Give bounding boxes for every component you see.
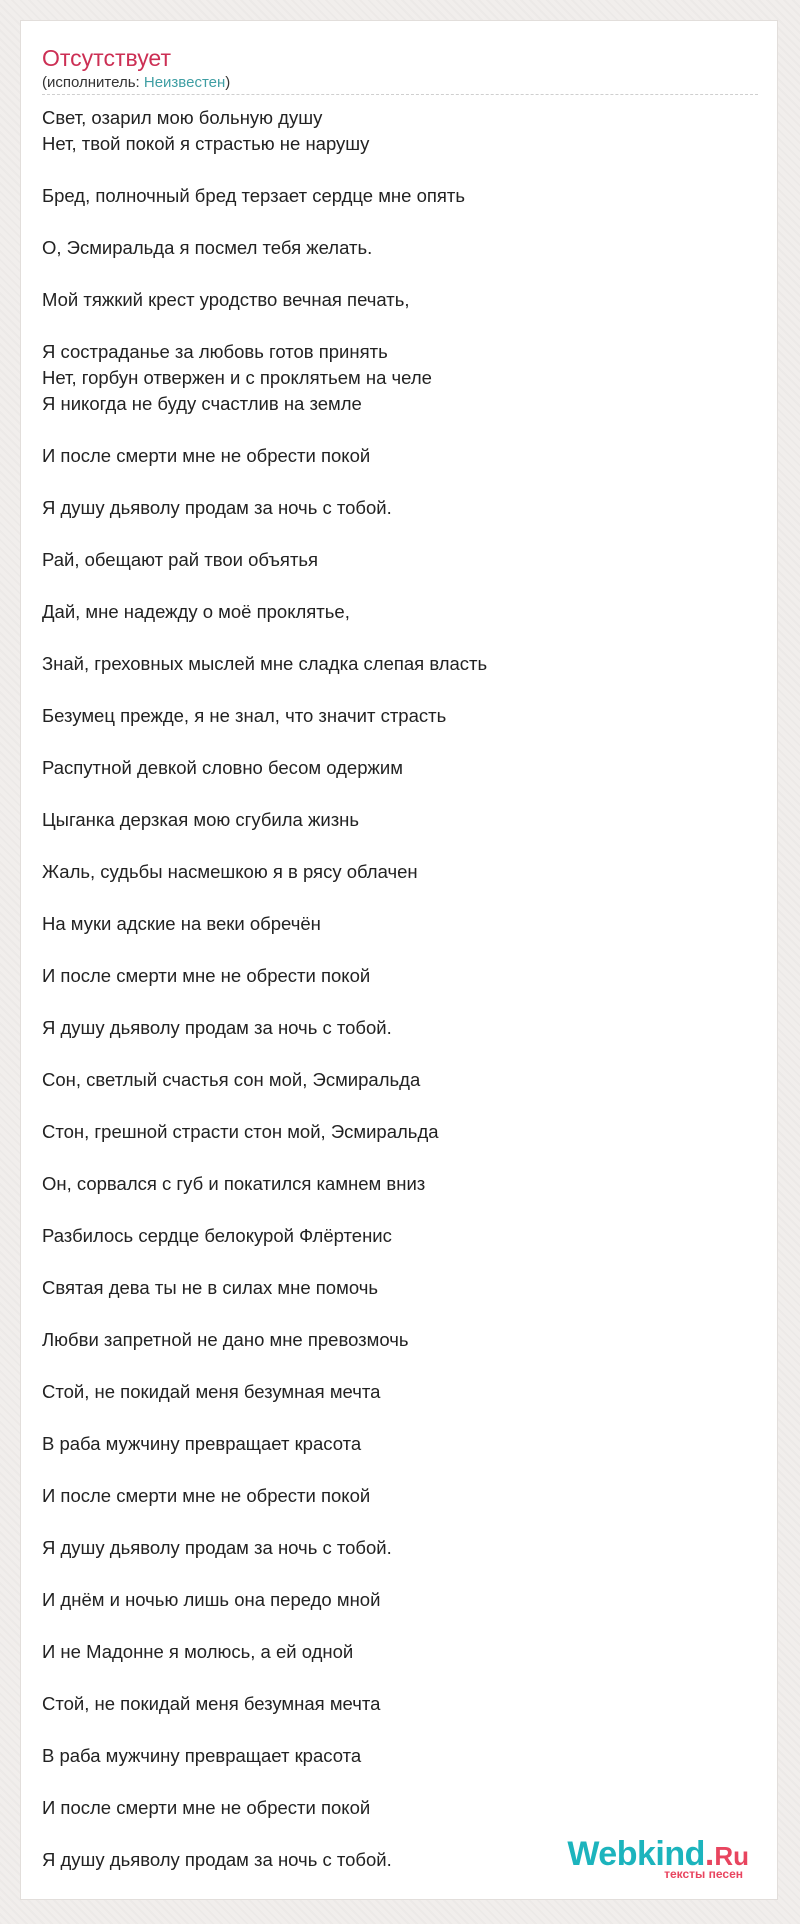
logo-tld: Ru	[714, 1841, 749, 1871]
lyrics-stanza	[42, 1171, 762, 1197]
lyric-line: Распутной девкой словно бесом одержим	[42, 757, 403, 778]
lyrics-stanza	[42, 911, 762, 937]
lyric-line: Свет, озарил мою больную душу	[42, 107, 323, 128]
song-title: Отсутствует	[42, 45, 171, 71]
lyric-line: О, Эсмиральда я посмел тебя желать.	[42, 237, 373, 258]
lyric-line: На муки адские на веки обречён	[42, 913, 321, 934]
lyric-line: В раба мужчину превращает красота	[42, 1433, 362, 1454]
lyrics-stanza	[42, 1587, 762, 1613]
lyrics-stanza	[42, 1119, 762, 1145]
lyrics-stanza	[42, 755, 762, 781]
lyric-line: И после смерти мне не обрести покой	[42, 445, 371, 466]
lyric-line: Мой тяжкий крест уродство вечная печать,	[42, 289, 410, 310]
title-divider	[42, 94, 758, 95]
lyric-line: И не Мадонне я молюсь, а ей одной	[42, 1641, 354, 1662]
lyric-line: Знай, греховных мыслей мне сладка слепая власть	[42, 653, 488, 674]
lyrics-stanza	[42, 443, 762, 469]
lyric-line: В раба мужчину превращает красота	[42, 1745, 362, 1766]
lyric-line: Рай, обещают рай твои объятья	[42, 549, 319, 570]
lyrics-stanza	[42, 1691, 762, 1717]
lyrics-stanza	[42, 1535, 762, 1561]
lyric-line: Он, сорвался с губ и покатился камнем вниз	[42, 1173, 426, 1194]
lyric-line: И после смерти мне не обрести покой	[42, 1485, 371, 1506]
artist-line	[42, 73, 230, 93]
lyric-line: Я душу дьяволу продам за ночь с тобой.	[42, 1849, 392, 1870]
lyrics-stanza	[42, 703, 762, 729]
lyric-line: Безумец прежде, я не знал, что значит страсть	[42, 705, 447, 726]
lyrics-stanza	[42, 547, 762, 573]
logo-name: Webkind	[567, 1835, 705, 1873]
lyric-line: Святая дева ты не в силах мне помочь	[42, 1277, 378, 1298]
lyric-line: Я состраданье за любовь готов принять	[42, 341, 388, 362]
lyrics-stanza	[42, 235, 762, 261]
lyric-line: Я душу дьяволу продам за ночь с тобой.	[42, 1537, 392, 1558]
lyric-line: Я душу дьяволу продам за ночь с тобой.	[42, 1017, 392, 1038]
lyrics-card	[20, 20, 778, 1900]
lyrics-stanza	[42, 599, 762, 625]
lyric-line: Стой, не покидай меня безумная мечта	[42, 1693, 381, 1714]
lyric-line: И после смерти мне не обрести покой	[42, 1797, 371, 1818]
lyrics-stanza	[42, 495, 762, 521]
logo-dot: .	[704, 1835, 715, 1873]
webkind-logo[interactable]	[567, 1835, 749, 1881]
lyrics-stanza	[42, 287, 762, 313]
lyrics-stanza	[42, 1327, 762, 1353]
lyrics-stanza	[42, 105, 762, 157]
lyrics-stanza	[42, 1795, 762, 1821]
lyrics-stanza	[42, 1275, 762, 1301]
lyrics-stanza	[42, 339, 762, 417]
lyric-line: Жаль, судьбы насмешкою я в рясу облачен	[42, 861, 418, 882]
lyrics-stanza	[42, 183, 762, 209]
lyric-line: Стой, не покидай меня безумная мечта	[42, 1381, 381, 1402]
lyrics-stanza	[42, 1223, 762, 1249]
lyric-line: И после смерти мне не обрести покой	[42, 965, 371, 986]
lyrics-stanza	[42, 1483, 762, 1509]
lyrics-stanza	[42, 963, 762, 989]
lyric-line: Нет, горбун отвержен и с проклятьем на челе	[42, 367, 432, 388]
lyrics-stanza	[42, 859, 762, 885]
artist-suffix: )	[225, 74, 231, 91]
lyrics-stanza	[42, 1379, 762, 1405]
lyric-line: Любви запретной не дано мне превозмочь	[42, 1329, 409, 1350]
lyric-line: Нет, твой покой я страстью не нарушу	[42, 133, 370, 154]
lyrics-stanza	[42, 1743, 762, 1769]
lyric-line: И днём и ночью лишь она передо мной	[42, 1589, 381, 1610]
lyrics-stanza	[42, 1067, 762, 1093]
lyric-line: Цыганка дерзкая мою сгубила жизнь	[42, 809, 360, 830]
lyric-line: Сон, светлый счастья сон мой, Эсмиральда	[42, 1069, 421, 1090]
artist-link[interactable]: Неизвестен	[143, 74, 226, 91]
lyrics-stanza	[42, 651, 762, 677]
lyric-line: Я душу дьяволу продам за ночь с тобой.	[42, 497, 392, 518]
lyrics-stanza	[42, 1431, 762, 1457]
lyrics-stanza	[42, 1015, 762, 1041]
lyric-line: Я никогда не буду счастлив на земле	[42, 393, 362, 414]
lyric-line: Бред, полночный бред терзает сердце мне опять	[42, 185, 466, 206]
lyrics-stanza	[42, 807, 762, 833]
lyric-line: Разбилось сердце белокурой Флёртенис	[42, 1225, 392, 1246]
artist-prefix: (исполнитель:	[42, 74, 144, 91]
lyrics-stanza	[42, 1639, 762, 1665]
lyric-line: Дай, мне надежду о моё проклятье,	[42, 601, 350, 622]
lyric-line: Стон, грешной страсти стон мой, Эсмиральда	[42, 1121, 439, 1142]
lyrics-text	[42, 105, 762, 1899]
logo-tagline: тексты песен	[664, 1867, 743, 1881]
